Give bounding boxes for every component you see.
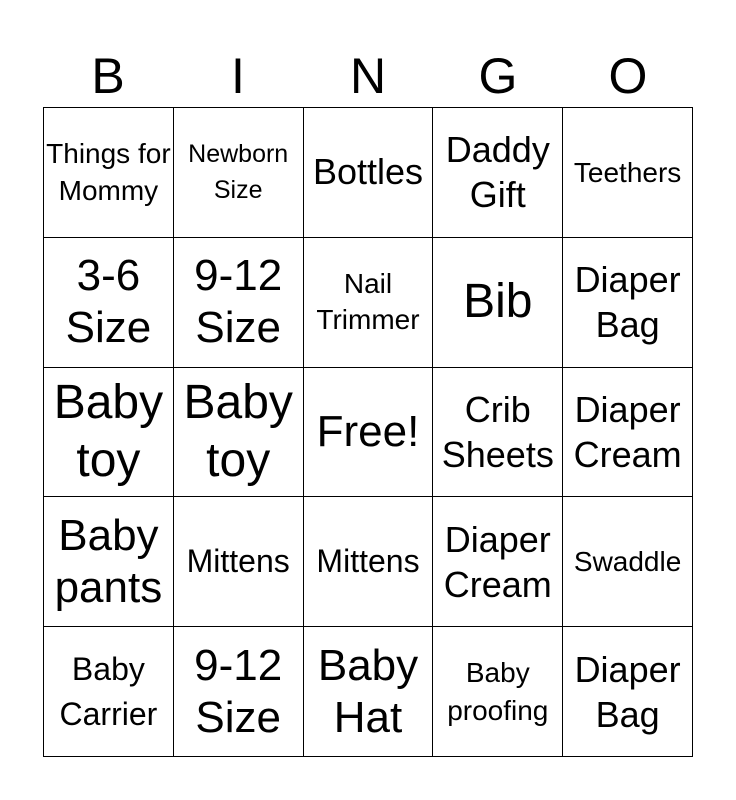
header-letter-o: O [608, 48, 648, 104]
cell-text: Crib Sheets [441, 388, 554, 475]
bingo-cell-r5-c1[interactable] [44, 627, 174, 757]
cell-text: Teethers [573, 156, 682, 188]
cell-text: Swaddle [573, 546, 682, 578]
bingo-cell-r4-c3[interactable] [304, 497, 434, 627]
bingo-header [43, 48, 693, 104]
bingo-cell-r5-c2[interactable] [174, 627, 304, 757]
cell-text: Bib [463, 275, 533, 329]
cell-text: Mittens [186, 542, 290, 579]
bingo-cell-r1-c3[interactable] [304, 108, 434, 238]
header-letter-b: B [91, 48, 125, 104]
cell-text: 3-6 Size [65, 251, 152, 353]
bingo-board [43, 107, 693, 757]
bingo-cell-r2-c5[interactable] [563, 238, 693, 368]
bingo-cell-r2-c4[interactable] [433, 238, 563, 368]
cell-text: Baby toy [53, 376, 164, 487]
header-letter-g: G [478, 48, 518, 104]
free-space-text: Free! [316, 407, 420, 457]
cell-text: Baby Hat [317, 640, 419, 742]
bingo-cell-r2-c2[interactable] [174, 238, 304, 368]
cell-text: Baby Carrier [59, 650, 158, 732]
cell-text: Bottles [312, 151, 424, 193]
bingo-cell-r4-c2[interactable] [174, 497, 304, 627]
cell-text: Baby toy [183, 376, 293, 487]
bingo-cell-r3-c2[interactable] [174, 368, 304, 498]
bingo-cell-r5-c5[interactable] [563, 627, 693, 757]
cell-text: Diaper Cream [443, 518, 552, 605]
cell-text: 9-12 Size [194, 640, 283, 742]
bingo-cell-r4-c5[interactable] [563, 497, 693, 627]
cell-text: Diaper Bag [574, 259, 681, 346]
header-letter-i: I [231, 48, 245, 104]
header-letter-n: N [349, 48, 387, 104]
bingo-cell-r2-c1[interactable] [44, 238, 174, 368]
bingo-cell-r2-c3[interactable] [304, 238, 434, 368]
bingo-cell-r3-c5[interactable] [563, 368, 693, 498]
cell-text: Daddy Gift [445, 129, 550, 216]
bingo-cell-r1-c2[interactable] [174, 108, 304, 238]
bingo-cell-r1-c1[interactable] [44, 108, 174, 238]
bingo-cell-r1-c4[interactable] [433, 108, 563, 238]
cell-text: Baby pants [54, 510, 163, 612]
bingo-cell-r1-c5[interactable] [563, 108, 693, 238]
cell-text: Mittens [316, 542, 420, 579]
bingo-cell-r3-c4[interactable] [433, 368, 563, 498]
cell-text: Diaper Bag [574, 648, 681, 735]
cell-text: Newborn Size [188, 140, 289, 205]
bingo-cell-r4-c1[interactable] [44, 497, 174, 627]
free-space[interactable] [304, 368, 434, 498]
cell-text: 9-12 Size [194, 251, 283, 353]
bingo-cell-r4-c4[interactable] [433, 497, 563, 627]
cell-text: Things for Mommy [46, 137, 171, 207]
bingo-cell-r5-c3[interactable] [304, 627, 434, 757]
cell-text: Nail Trimmer [316, 267, 420, 336]
cell-text: Diaper Cream [573, 388, 682, 475]
bingo-cell-r3-c1[interactable] [44, 368, 174, 498]
cell-text: Baby proofing [447, 656, 549, 726]
bingo-cell-r5-c4[interactable] [433, 627, 563, 757]
